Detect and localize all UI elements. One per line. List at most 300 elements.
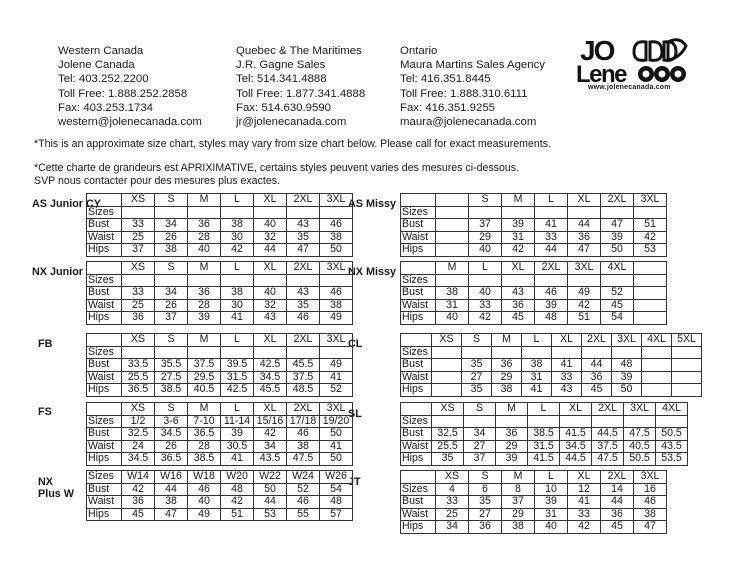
- table-cell: [287, 206, 320, 219]
- table-cell: Bust: [87, 219, 122, 232]
- table-cell: 37: [122, 244, 155, 257]
- table-cell: 52: [287, 483, 320, 496]
- table-cell: 2XL: [535, 262, 568, 275]
- table-cell: 37: [469, 219, 502, 232]
- table-cell: 47.5: [624, 428, 656, 441]
- table-cell: 36.5: [122, 384, 155, 397]
- table-cell: 2XL: [287, 262, 320, 275]
- table-row-waist: [401, 231, 667, 244]
- table-cell: [535, 206, 568, 219]
- table-cell: [401, 334, 432, 347]
- table-cell: M: [188, 194, 221, 207]
- table-cell: 41: [522, 384, 552, 397]
- table-cell: [436, 219, 469, 232]
- table-cell: 2XL: [601, 194, 634, 207]
- table-cell: 48: [221, 483, 254, 496]
- table-cell: [656, 415, 688, 428]
- table-cell: 50: [612, 384, 642, 397]
- contact-tollfree: Toll Free: 1.888.252.2858: [58, 87, 188, 100]
- table-cell: XS: [432, 403, 464, 416]
- table-cell: [155, 346, 188, 359]
- table-row-waist: [87, 496, 353, 509]
- table-cell: 50: [320, 244, 353, 257]
- table-cell: [287, 346, 320, 359]
- table-cell: Waist: [87, 231, 122, 244]
- table-header-row: [87, 262, 353, 275]
- table-cell: 47: [287, 244, 320, 257]
- contact-agency: J.R. Gagne Sales: [236, 59, 326, 72]
- table-cell: 26: [155, 299, 188, 312]
- table-cell: 37.5: [592, 440, 624, 453]
- table-cell: 36: [568, 231, 601, 244]
- table-cell: W22: [254, 471, 287, 484]
- table-cell: 35: [287, 299, 320, 312]
- table-cell: [287, 274, 320, 287]
- table-cell: 50: [254, 483, 287, 496]
- table-header-row: [401, 262, 667, 275]
- note-french-1: *Cette charte de grandeurs est APRIXIMATIVE, certains styles peuvent varies des mesures ci-dessous.: [34, 162, 519, 174]
- table-cell: 47: [601, 219, 634, 232]
- table-cell: 46: [535, 287, 568, 300]
- table-cell: [568, 206, 601, 219]
- table-row-waist: [87, 231, 353, 244]
- table-cell: 44.5: [592, 428, 624, 441]
- table-cell: W18: [188, 471, 221, 484]
- table-cell: Sizes: [401, 274, 436, 287]
- table-cell: [612, 346, 642, 359]
- table-cell: 26: [155, 231, 188, 244]
- table-cell: 42: [568, 521, 601, 534]
- table-cell: 41: [535, 219, 568, 232]
- table-header-row: [401, 334, 702, 347]
- table-cell: 44.5: [560, 453, 592, 466]
- table-cell: 31: [436, 299, 469, 312]
- table-cell: XL: [568, 471, 601, 484]
- table-cell: 40: [469, 287, 502, 300]
- table-cell: L: [221, 403, 254, 416]
- table-cell: 57: [320, 508, 353, 521]
- table-cell: Bust: [401, 287, 436, 300]
- table-cell: 48.5: [287, 384, 320, 397]
- table-cell: 46: [287, 312, 320, 325]
- table-cell: 17/18: [287, 415, 320, 428]
- table-cell: [320, 206, 353, 219]
- contact-tollfree: Toll Free: 1.877.341.4888: [236, 87, 366, 100]
- table-cell: 42: [502, 244, 535, 257]
- table-cell: M: [188, 334, 221, 347]
- table-cell: 27: [462, 371, 492, 384]
- table-cell: 53: [254, 508, 287, 521]
- table-cell: 45: [601, 299, 634, 312]
- table-cell: [188, 274, 221, 287]
- table-cell: S: [464, 403, 496, 416]
- table-cell: [401, 403, 432, 416]
- table-cell: 40: [254, 219, 287, 232]
- table-cell: [155, 206, 188, 219]
- table-cell: [592, 415, 624, 428]
- table-cell: 42.5: [254, 359, 287, 372]
- table-row-bust: [401, 428, 688, 441]
- table-cell: [642, 384, 672, 397]
- table-cell: Waist: [401, 371, 432, 384]
- table-cell: [601, 274, 634, 287]
- size-table-sl: [400, 402, 688, 466]
- table-cell: XS: [432, 334, 462, 347]
- table-cell: 38: [436, 287, 469, 300]
- table-row-waist: [87, 440, 353, 453]
- table-cell: [155, 274, 188, 287]
- table-cell: [634, 312, 667, 325]
- table-cell: 36: [122, 312, 155, 325]
- table-cell: 40: [188, 496, 221, 509]
- table-cell: 38: [287, 440, 320, 453]
- table-cell: [634, 262, 667, 275]
- note-english: *This is an approximate size chart, styles may vary from size chart below. Please call for exact measurements.: [34, 138, 551, 150]
- table-cell: 47: [155, 508, 188, 521]
- table-cell: XS: [122, 194, 155, 207]
- table-cell: 43: [287, 287, 320, 300]
- table-cell: 25.5: [122, 371, 155, 384]
- table-cell: [436, 194, 469, 207]
- table-cell: Sizes: [401, 206, 436, 219]
- table-cell: [401, 471, 436, 484]
- table-cell: 36: [601, 508, 634, 521]
- table-cell: 49: [320, 312, 353, 325]
- table-cell: 45.5: [254, 384, 287, 397]
- table-cell: XS: [122, 262, 155, 275]
- table-cell: 37.5: [188, 359, 221, 372]
- table-cell: Waist: [87, 371, 122, 384]
- table-label-as-junior: AS Junior CY: [32, 198, 101, 210]
- table-cell: 31: [535, 508, 568, 521]
- table-cell: 30: [221, 231, 254, 244]
- table-cell: [254, 346, 287, 359]
- table-row-hips: [87, 384, 353, 397]
- table-cell: Sizes: [87, 206, 122, 219]
- table-cell: 47.5: [287, 453, 320, 466]
- table-cell: XL: [254, 334, 287, 347]
- table-cell: 30: [221, 299, 254, 312]
- size-table-fb: [86, 333, 353, 397]
- table-cell: 45: [601, 521, 634, 534]
- table-cell: [432, 346, 462, 359]
- table-cell: Bust: [87, 287, 122, 300]
- table-cell: 24: [122, 440, 155, 453]
- table-cell: 50: [601, 244, 634, 257]
- table-cell: 4XL: [642, 334, 672, 347]
- table-cell: 43: [552, 384, 582, 397]
- table-cell: 52: [601, 287, 634, 300]
- table-cell: [436, 231, 469, 244]
- table-cell: S: [469, 471, 502, 484]
- logo-url[interactable]: www.jolenecanada.com: [588, 84, 671, 91]
- table-label-as-missy: AS Missy: [348, 198, 397, 210]
- table-cell: 11-14: [221, 415, 254, 428]
- contact-quebec: [236, 44, 365, 129]
- size-table-cl: [400, 333, 702, 397]
- table-cell: 31.5: [221, 371, 254, 384]
- table-cell: 41.5: [560, 428, 592, 441]
- table-cell: 33: [552, 371, 582, 384]
- table-cell: 42: [568, 299, 601, 312]
- table-cell: M: [502, 194, 535, 207]
- butterfly-icon: [634, 40, 686, 61]
- table-cell: [624, 415, 656, 428]
- size-table-as-missy: [400, 193, 667, 257]
- table-cell: [254, 206, 287, 219]
- table-cell: 40: [188, 244, 221, 257]
- table-cell: 44: [601, 496, 634, 509]
- table-header-row: [87, 334, 353, 347]
- table-cell: Sizes: [87, 346, 122, 359]
- table-cell: S: [155, 194, 188, 207]
- table-cell: 36.5: [155, 453, 188, 466]
- table-cell: [320, 346, 353, 359]
- table-cell: 34: [155, 287, 188, 300]
- table-cell: 6: [469, 483, 502, 496]
- table-cell: Waist: [87, 299, 122, 312]
- table-cell: 38: [221, 219, 254, 232]
- table-cell: 7-10: [188, 415, 221, 428]
- table-cell: 39: [188, 312, 221, 325]
- table-cell: 3XL: [612, 334, 642, 347]
- table-cell: 34: [155, 219, 188, 232]
- table-cell: 43: [287, 219, 320, 232]
- table-cell: 25: [122, 231, 155, 244]
- table-cell: 37: [155, 312, 188, 325]
- table-cell: S: [462, 334, 492, 347]
- table-cell: 33: [436, 496, 469, 509]
- table-cell: 38.5: [528, 428, 560, 441]
- logo-line2: Lene: [576, 61, 627, 88]
- table-cell: Hips: [87, 384, 122, 397]
- table-cell: Sizes: [87, 415, 122, 428]
- table-cell: 36: [188, 287, 221, 300]
- table-cell: W26: [320, 471, 353, 484]
- table-cell: Sizes: [401, 483, 436, 496]
- contact-email[interactable]: maura@jolenecanada.com: [400, 116, 537, 129]
- table-cell: 41.5: [528, 453, 560, 466]
- table-cell: Waist: [401, 508, 436, 521]
- table-sizes-row: [401, 415, 688, 428]
- table-cell: 48: [612, 359, 642, 372]
- table-row-hips: [87, 312, 353, 325]
- table-cell: 44: [582, 359, 612, 372]
- table-cell: 35: [469, 496, 502, 509]
- table-cell: [221, 274, 254, 287]
- table-cell: W16: [155, 471, 188, 484]
- table-row-bust: [401, 496, 667, 509]
- table-cell: 27: [469, 508, 502, 521]
- table-cell: 3XL: [624, 403, 656, 416]
- table-cell: Sizes: [87, 274, 122, 287]
- table-cell: Hips: [87, 453, 122, 466]
- table-cell: XL: [254, 194, 287, 207]
- table-cell: 39: [535, 299, 568, 312]
- table-cell: 40: [535, 521, 568, 534]
- table-row-hips: [401, 384, 702, 397]
- table-cell: Bust: [87, 483, 122, 496]
- table-label-sl: SL: [348, 408, 362, 420]
- table-cell: Hips: [401, 312, 436, 325]
- table-cell: 42.5: [221, 384, 254, 397]
- table-cell: 16: [634, 483, 667, 496]
- table-cell: XL: [552, 334, 582, 347]
- table-cell: 29.5: [188, 371, 221, 384]
- table-cell: [432, 359, 462, 372]
- contact-region: Quebec & The Maritimes: [236, 45, 362, 57]
- table-cell: 4XL: [656, 403, 688, 416]
- table-cell: [432, 384, 462, 397]
- table-cell: 42: [254, 428, 287, 441]
- table-row-waist: [401, 299, 667, 312]
- table-cell: [436, 244, 469, 257]
- table-row-waist: [401, 440, 688, 453]
- table-cell: 51: [568, 312, 601, 325]
- contact-tel: Tel: 403.252.2200: [58, 73, 149, 86]
- table-cell: Hips: [87, 244, 122, 257]
- table-cell: 29: [492, 371, 522, 384]
- table-cell: 43: [502, 287, 535, 300]
- table-cell: 46: [634, 496, 667, 509]
- table-cell: 35: [462, 359, 492, 372]
- table-cell: 40.5: [624, 440, 656, 453]
- contact-region: Ontario: [400, 45, 438, 57]
- table-cell: 48: [535, 312, 568, 325]
- table-cell: [432, 371, 462, 384]
- table-cell: 14: [601, 483, 634, 496]
- table-cell: [582, 346, 612, 359]
- contact-tel: Tel: 416.351.8445: [400, 73, 491, 86]
- table-cell: 32: [254, 299, 287, 312]
- table-cell: 34: [254, 440, 287, 453]
- table-cell: 42: [221, 244, 254, 257]
- table-cell: [522, 346, 552, 359]
- table-cell: 41: [320, 371, 353, 384]
- table-cell: Bust: [401, 428, 432, 441]
- table-cell: [642, 371, 672, 384]
- table-cell: 41: [221, 312, 254, 325]
- table-cell: [642, 346, 672, 359]
- table-cell: L: [221, 194, 254, 207]
- table-cell: 28: [188, 299, 221, 312]
- table-label-jt: JT: [348, 476, 361, 488]
- table-cell: Hips: [87, 508, 122, 521]
- table-row-bust: [401, 359, 702, 372]
- table-row-waist: [87, 299, 353, 312]
- table-cell: 8: [502, 483, 535, 496]
- contact-region: Western Canada: [58, 45, 144, 57]
- table-cell: 37: [464, 453, 496, 466]
- table-cell: [87, 262, 122, 275]
- table-label-cl: CL: [348, 338, 363, 350]
- table-cell: 36: [492, 359, 522, 372]
- table-cell: 50.5: [656, 428, 688, 441]
- table-cell: XL: [254, 262, 287, 275]
- table-cell: 33: [568, 508, 601, 521]
- table-sizes-row: [87, 415, 353, 428]
- table-cell: 32.5: [432, 428, 464, 441]
- table-cell: 44: [535, 244, 568, 257]
- table-cell: [552, 346, 582, 359]
- table-cell: [122, 346, 155, 359]
- table-cell: 27.5: [155, 371, 188, 384]
- table-cell: 3-6: [155, 415, 188, 428]
- table-cell: 25.5: [432, 440, 464, 453]
- table-cell: 35: [432, 453, 464, 466]
- table-sizes-row: [87, 471, 353, 484]
- table-cell: 36.5: [188, 428, 221, 441]
- table-cell: 38: [634, 508, 667, 521]
- table-cell: [320, 274, 353, 287]
- table-cell: 12: [568, 483, 601, 496]
- table-cell: 29: [496, 440, 528, 453]
- table-cell: 40: [436, 312, 469, 325]
- table-cell: 44: [254, 496, 287, 509]
- table-cell: 36: [122, 496, 155, 509]
- table-row-waist: [401, 508, 667, 521]
- table-cell: [672, 359, 702, 372]
- table-cell: L: [469, 262, 502, 275]
- table-label-nx-plus: NX Plus W: [38, 476, 74, 500]
- table-cell: 52: [320, 384, 353, 397]
- contact-email[interactable]: western@jolenecanada.com: [58, 116, 202, 129]
- table-cell: 39: [535, 496, 568, 509]
- table-row-bust: [87, 287, 353, 300]
- table-cell: 44: [155, 483, 188, 496]
- table-cell: 41: [221, 453, 254, 466]
- table-cell: [464, 415, 496, 428]
- table-cell: 37.5: [287, 371, 320, 384]
- table-cell: 33.5: [122, 359, 155, 372]
- table-cell: [502, 206, 535, 219]
- table-cell: XL: [502, 262, 535, 275]
- table-cell: 31: [502, 231, 535, 244]
- table-row-bust: [87, 359, 353, 372]
- table-cell: 55: [287, 508, 320, 521]
- contact-email[interactable]: jr@jolenecanada.com: [236, 116, 347, 129]
- table-cell: Bust: [401, 219, 436, 232]
- table-cell: Bust: [401, 359, 432, 372]
- table-cell: M: [496, 403, 528, 416]
- contact-agency: Maura Martins Sales Agency: [400, 59, 545, 72]
- table-cell: 47.5: [592, 453, 624, 466]
- table-cell: L: [221, 262, 254, 275]
- table-cell: XL: [254, 403, 287, 416]
- table-cell: 38: [492, 384, 522, 397]
- table-cell: 39: [496, 453, 528, 466]
- table-cell: 44: [568, 219, 601, 232]
- table-cell: 33: [535, 231, 568, 244]
- contact-fax: Fax: 514.630.9590: [236, 101, 331, 114]
- table-cell: [221, 346, 254, 359]
- table-cell: 54: [320, 483, 353, 496]
- table-cell: 44: [254, 244, 287, 257]
- table-cell: 45: [582, 384, 612, 397]
- table-cell: 3XL: [634, 471, 667, 484]
- table-cell: 2XL: [287, 334, 320, 347]
- table-cell: [672, 346, 702, 359]
- table-cell: 36: [469, 521, 502, 534]
- table-cell: 46: [287, 496, 320, 509]
- table-cell: 38: [155, 496, 188, 509]
- table-sizes-row: [87, 346, 353, 359]
- table-cell: Sizes: [401, 415, 432, 428]
- table-cell: 28: [188, 231, 221, 244]
- table-cell: [642, 359, 672, 372]
- table-cell: 36: [496, 428, 528, 441]
- table-cell: [401, 262, 436, 275]
